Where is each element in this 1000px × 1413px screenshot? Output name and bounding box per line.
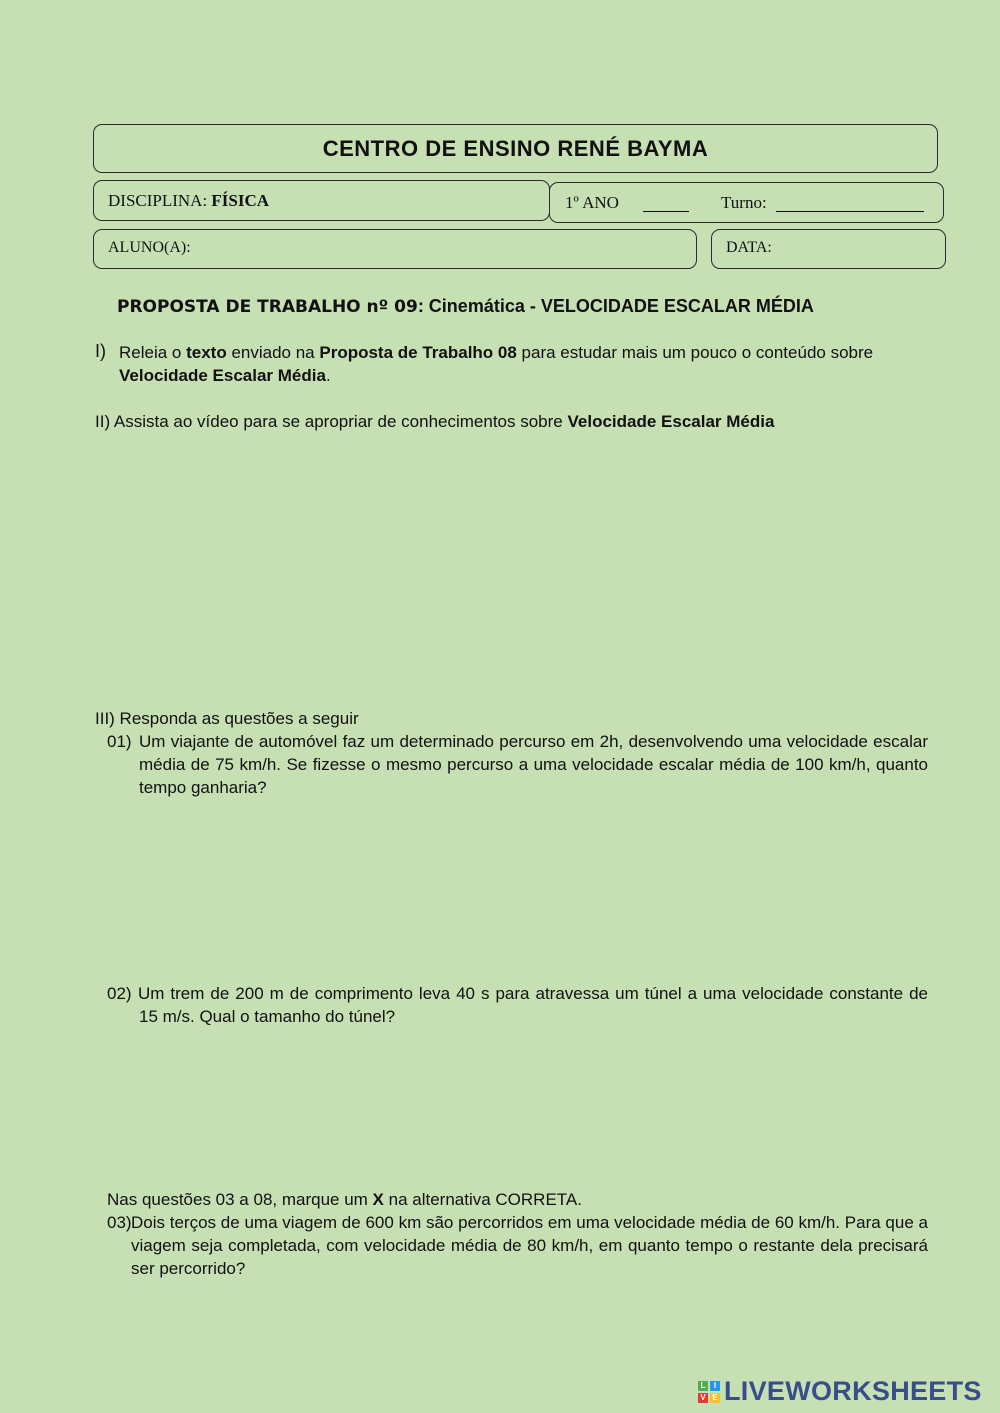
- page-title: [117, 296, 814, 317]
- discipline-label: DISCIPLINA:: [108, 191, 208, 210]
- logo-letter-i: I: [710, 1381, 720, 1391]
- discipline-box: [93, 180, 550, 221]
- school-name: CENTRO DE ENSINO RENÉ BAYMA: [322, 135, 709, 161]
- q1-text: Um viajante de automóvel faz um determinado percurso em 2h, desenvolvendo uma velocidade escalar média de 75 km/h. Se fizesse o mesmo percurso a uma velocidade escalar média de 100 km/h, quanto tempo ganharia?: [139, 732, 928, 797]
- discipline-field: [108, 191, 269, 211]
- year-label: 1º ANO: [565, 193, 619, 212]
- school-name-box: [93, 124, 938, 173]
- student-label: ALUNO(A):: [108, 239, 191, 256]
- liveworksheets-logo[interactable]: [698, 1376, 982, 1407]
- year-shift-box: [549, 182, 944, 223]
- logo-letter-e: E: [710, 1393, 720, 1403]
- q2-number: 02): [107, 984, 132, 1003]
- shift-label: Turno:: [721, 193, 767, 212]
- instruction-text: Nas questões 03 a 08, marque um X na alternativa CORRETA.: [107, 1190, 582, 1209]
- logo-letter-l: L: [698, 1381, 708, 1391]
- title-bold-part: PROPOSTA DE TRABALHO nº 09: [117, 297, 418, 317]
- q3-text: Dois terços de uma viagem de 600 km são percorridos em uma velocidade média de 60 km/h. Para que a viagem seja completada, com velocidade média de 80 km/h, em quanto tempo o restante dela precisará ser percorrido?: [131, 1213, 928, 1278]
- q3-number: 03): [107, 1213, 132, 1232]
- discipline-value: FÍSICA: [211, 191, 270, 210]
- title-rest: : Cinemática - VELOCIDADE ESCALAR MÉDIA: [417, 296, 814, 316]
- logo-letter-v: V: [698, 1393, 708, 1403]
- date-label: DATA:: [726, 239, 772, 256]
- q1-number: 01): [107, 732, 132, 751]
- section1-number: I): [95, 341, 106, 361]
- q2-text: Um trem de 200 m de comprimento leva 40 s para atravessa um túnel a uma velocidade constante de 15 m/s. Qual o tamanho do túnel?: [138, 984, 928, 1026]
- section2-text: II) Assista ao vídeo para se apropriar de conhecimentos sobre Velocidade Escalar Média: [95, 412, 775, 431]
- date-box[interactable]: [711, 229, 946, 269]
- section3-intro: III) Responda as questões a seguir: [95, 709, 359, 728]
- liveworksheets-icon: [698, 1381, 720, 1403]
- logo-text: LIVEWORKSHEETS: [724, 1376, 982, 1406]
- year-blank[interactable]: [643, 197, 689, 212]
- shift-blank[interactable]: [776, 197, 924, 212]
- section1-text: Releia o texto enviado na Proposta de Trabalho 08 para estudar mais um pouco o conteúdo sobre Velocidade Escalar Média.: [119, 343, 874, 385]
- student-box[interactable]: [93, 229, 697, 269]
